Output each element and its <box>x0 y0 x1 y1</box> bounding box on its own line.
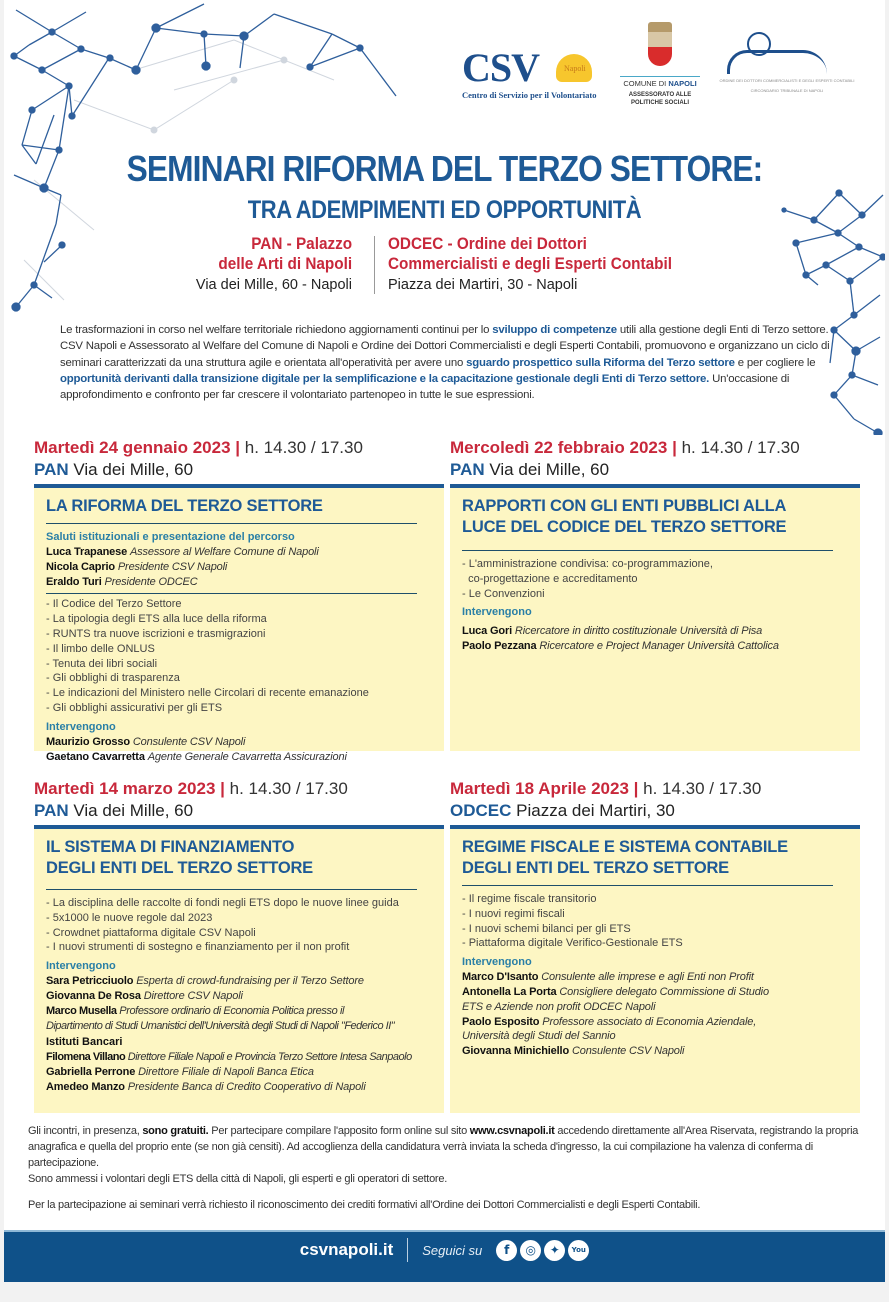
follow-label: Seguici su <box>422 1242 483 1258</box>
napoli-crest-icon <box>648 22 672 66</box>
topic: - Tenuta dei libri sociali <box>46 657 158 670</box>
footer-bar <box>4 1230 885 1282</box>
event-title: RAPPORTI CON GLI ENTI PUBBLICI ALLA <box>462 497 787 515</box>
event-title: IL SISTEMA DI FINANZIAMENTO <box>46 838 295 856</box>
event-card <box>450 829 860 1113</box>
bank-speaker: Amedeo Manzo Presidente Banca di Credito Cooperativo di Napoli <box>46 1080 366 1093</box>
greeter: Eraldo Turi Presidente ODCEC <box>46 575 198 588</box>
comune-napoli-logo <box>620 22 700 107</box>
event-title: DEGLI ENTI DEL TERZO SETTORE <box>462 859 729 877</box>
footer-info <box>28 1123 873 1213</box>
csv-logo <box>462 45 602 100</box>
website-link[interactable]: www.csvnapoli.it <box>469 1125 555 1137</box>
facebook-icon[interactable]: f <box>496 1240 517 1261</box>
speakers-label: Intervengono <box>46 960 116 973</box>
speakers-label: Intervengono <box>462 956 532 969</box>
speakers-label: Intervengono <box>462 606 532 619</box>
registration-info: Gli incontri, in presenza, sono gratuiti. Per partecipare compilare l'apposito form online sul sito www.csvnapoli.it accedendo direttamente all'Area Riservata, registrando la propria anagrafica e quella del proprio ente (se non già censiti). Ad accoglienza della candidatura verrà inviata la scheda d'ingresso, la cui compilazione ha valenza di conferma di partecipazione. <box>28 1125 859 1169</box>
event-title: LUCE DEL CODICE DEL TERZO SETTORE <box>462 518 787 536</box>
event-1 <box>34 437 444 763</box>
banks-label: Istituti Bancari <box>46 1036 123 1049</box>
venue-divider <box>374 236 375 294</box>
topic: - Gli obblighi assicurativi per gli ETS <box>46 701 223 714</box>
greeting-label: Saluti istituzionali e presentazione del percorso <box>46 531 295 543</box>
topic: - Le indicazioni del Ministero nelle Circolari di recente emanazione <box>46 687 369 700</box>
event-title: REGIME FISCALE E SISTEMA CONTABILE <box>462 838 788 856</box>
credits-info: Per la partecipazione ai seminari verrà richiesto il riconoscimento dei crediti formativi all'Ordine dei Dottori Commercialisti e degli Esperti Contabili. <box>28 1199 701 1211</box>
partner-logos <box>462 22 862 117</box>
bank-speaker: Filomena Villano Direttore Filiale Napoli e Provincia Terzo Settore Intesa Sanpaolo <box>46 1051 412 1064</box>
twitter-icon[interactable]: ✦ <box>544 1240 565 1261</box>
speaker: Antonella La Porta Consigliere delegato Commissione di Studio <box>462 985 769 998</box>
event-card <box>450 488 860 751</box>
speaker: Giovanna De Rosa Direttore CSV Napoli <box>46 989 243 1002</box>
speaker: Maurizio Grosso Consulente CSV Napoli <box>46 735 246 748</box>
event-place: PAN Via dei Mille, 60 <box>34 460 194 479</box>
youtube-icon[interactable]: You <box>568 1240 589 1261</box>
venue-pan: PAN - Palazzo delle Arti di Napoli Via dei Mille, 60 - Napoli <box>195 234 352 293</box>
event-2 <box>450 437 860 751</box>
speaker-role-cont: ETS e Aziende non profit ODCEC Napoli <box>462 1000 656 1013</box>
odcec-sub1: ORDINE DEI DOTTORI COMMERCIALISTI E DEGLI ESPERTI CONTABILI <box>719 78 855 83</box>
event-date: Martedì 18 Aprile 2023 | h. 14.30 / 17.30 <box>450 779 762 798</box>
topic: - I nuovi strumenti di sostegno e finanziamento per il non profit <box>46 941 350 954</box>
event-3 <box>34 778 444 1113</box>
event-date: Mercoledì 22 febbraio 2023 | h. 14.30 / 17.30 <box>450 438 800 457</box>
intro-paragraph: Le trasformazioni in corso nel welfare territoriale richiedono aggiornamenti continui per lo sviluppo di competenze utili alla gestione degli Enti di Terzo settore. CSV Napoli e Assessorato al Welfare del Comune di Napoli e Ordine dei Dottori Commercialisti e degli Esperti Contabili, promuovono e organizzano un ciclo di seminari caratterizzati da una struttura agile e orientata all'operatività per avere uno sguardo prospettico sulla Riforma del Terzo settore e per cogliere le opportunità derivanti dalla transizione digitale per la semplificazione e la capacitazione gestionale degli Enti di Terzo settore. Un'occasione di approfondimento e confronto per far crescere il volontariato partenopeo in tutte le sue espressioni. <box>60 324 830 402</box>
topic: - Il regime fiscale transitorio <box>462 893 597 905</box>
venues <box>4 234 885 300</box>
bank-speaker: Gabriella Perrone Direttore Filiale di Napoli Banca Etica <box>46 1066 314 1079</box>
speaker: Paolo Pezzana Ricercatore e Project Manager Università Cattolica <box>462 640 779 653</box>
csv-logo-text: CSV <box>462 45 540 90</box>
topic: - Piattaforma digitale Verifico-Gestionale ETS <box>462 937 683 950</box>
topic: - Il Codice del Terzo Settore <box>46 598 182 611</box>
event-place: ODCEC Piazza dei Martiri, 30 <box>450 801 675 820</box>
social-links <box>496 1240 589 1261</box>
greeter: Luca Trapanese Assessore al Welfare Comune di Napoli <box>46 546 319 558</box>
event-place: PAN Via dei Mille, 60 <box>450 460 610 479</box>
comune-name: COMUNE DI NAPOLI <box>620 76 700 88</box>
speaker-role-cont: Università degli Studi del Sannio <box>462 1030 616 1043</box>
site-link[interactable]: csvnapoli.it <box>299 1240 394 1259</box>
event-date: Martedì 14 marzo 2023 | h. 14.30 / 17.30 <box>34 779 348 798</box>
topic: - La disciplina delle raccolte di fondi negli ETS dopo le nuove linee guida <box>46 897 399 909</box>
odcec-vesuvius-icon <box>727 50 827 74</box>
event-place: PAN Via dei Mille, 60 <box>34 801 194 820</box>
comune-sub1: ASSESSORATO ALLE <box>628 92 692 98</box>
topic: - L'amministrazione condivisa: co-programmazione, <box>462 558 713 570</box>
speaker-role-cont: Dipartimento di Studi Umanistici dell'Università degli Studi di Napoli "Federico II" <box>46 1019 395 1032</box>
comune-sub2: POLITICHE SOCIALI <box>630 100 689 106</box>
speaker: Sara Petricciuolo Esperta di crowd-fundraising per il Terzo Settore <box>46 975 364 988</box>
page-title: SEMINARI RIFORMA DEL TERZO SETTORE: <box>126 148 763 189</box>
csv-logo-subtitle: Centro di Servizio per il Volontariato <box>462 90 597 100</box>
odcec-sub2: CIRCONDARIO TRIBUNALE DI NAPOLI <box>750 88 824 93</box>
event-title: LA RIFORMA DEL TERZO SETTORE <box>46 497 323 515</box>
event-card <box>34 488 444 763</box>
event-date: Martedì 24 gennaio 2023 | h. 14.30 / 17.30 <box>34 438 363 457</box>
speaker: Gaetano Cavarretta Agente Generale Cavarretta Assicurazioni <box>46 750 347 763</box>
speaker: Paolo Esposito Professore associato di Economia Aziendale, <box>462 1015 757 1028</box>
event-card <box>34 829 444 1113</box>
instagram-icon[interactable]: ◎ <box>520 1240 541 1261</box>
eligibility-info: Sono ammessi i volontari degli ETS della città di Napoli, gli esperti e gli operatori di settore. <box>28 1173 448 1185</box>
greeter: Nicola Caprio Presidente CSV Napoli <box>46 560 228 573</box>
topic: - RUNTS tra nuove iscrizioni e trasmigrazioni <box>46 627 266 640</box>
topic: - I nuovi regimi fiscali <box>462 907 565 920</box>
topic: - Le Convenzioni <box>462 587 545 600</box>
topic: - I nuovi schemi bilanci per gli ETS <box>462 922 631 935</box>
speaker: Luca Gori Ricercatore in diritto costituzionale Università di Pisa <box>462 625 763 638</box>
event-4 <box>450 778 860 1113</box>
event-title: DEGLI ENTI DEL TERZO SETTORE <box>46 859 313 877</box>
speaker: Marco Musella Professore ordinario di Economia Politica presso il <box>46 1004 345 1017</box>
flyer-page <box>4 0 885 1282</box>
topic: co-progettazione e accreditamento <box>462 572 638 585</box>
speaker: Giovanna Minichiello Consulente CSV Napoli <box>462 1045 685 1058</box>
page-subtitle: TRA ADEMPIMENTI ED OPPORTUNITÀ <box>247 196 642 224</box>
topic: - Gli obblighi di trasparenza <box>46 672 180 685</box>
topic: - La tipologia degli ETS alla luce della riforma <box>46 613 267 626</box>
topic: - Il limbo delle ONLUS <box>46 642 155 655</box>
topic: - Crowdnet piattaforma digitale CSV Napoli <box>46 926 256 939</box>
speaker: Marco D'Isanto Consulente alle imprese e agli Enti non Profit <box>462 971 754 984</box>
footer-divider <box>407 1238 408 1262</box>
topic: - 5x1000 le nuove regole dal 2023 <box>46 911 213 924</box>
speakers-label: Intervengono <box>46 720 116 733</box>
csv-sun-icon: Napoli <box>556 54 592 82</box>
odcec-logo <box>717 32 857 94</box>
venue-odcec: ODCEC - Ordine dei Dottori Commercialisti e degli Esperti Contabil Piazza dei Martiri, 30 - Napoli <box>388 234 672 293</box>
